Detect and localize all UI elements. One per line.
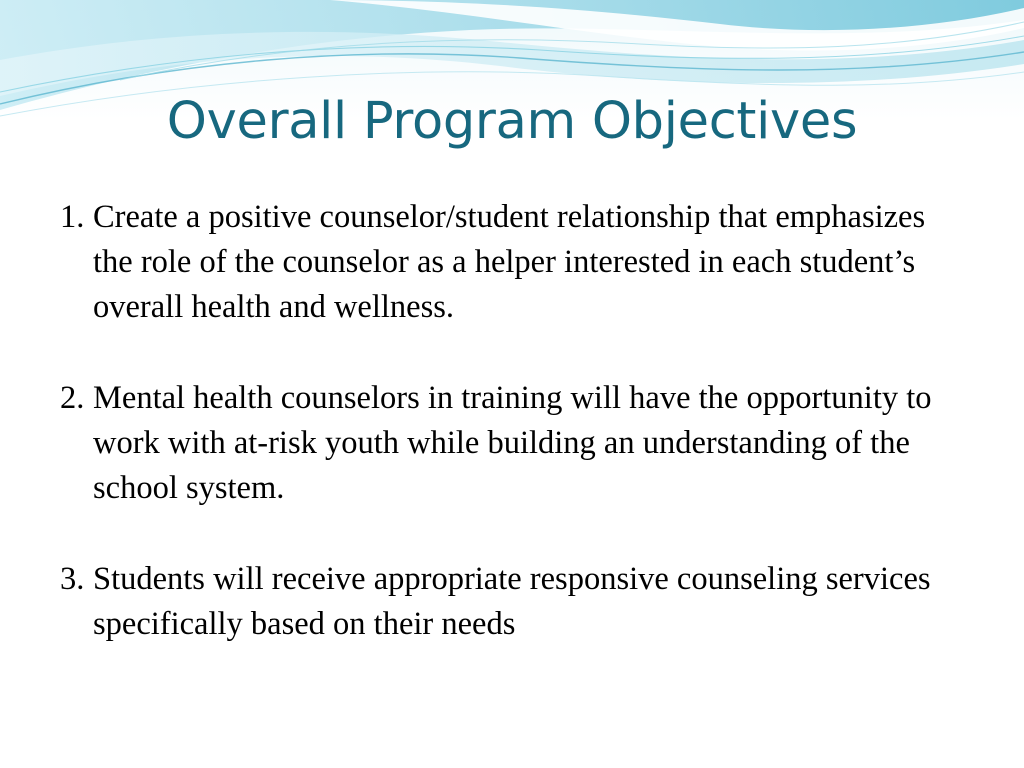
objective-item-3 [60,557,960,647]
objective-text: Create a positive counselor/student relationship that emphasizes the role of the counselor as a helper interested in each student’s overall health and wellness. [93,199,926,325]
objectives-list [60,195,960,647]
objective-number: 2. [60,380,85,416]
slide-title: Overall Program Objectives [166,92,858,151]
objective-number: 3. [60,561,85,597]
objective-number: 1. [60,199,85,235]
objective-item-2 [60,376,960,511]
objective-text: Mental health counselors in training will have the opportunity to work with at-risk youth while building an understanding of the school system. [93,380,932,506]
objective-text: Students will receive appropriate responsive counseling services specifically based on their needs [93,561,931,642]
objective-item-1 [60,195,960,330]
